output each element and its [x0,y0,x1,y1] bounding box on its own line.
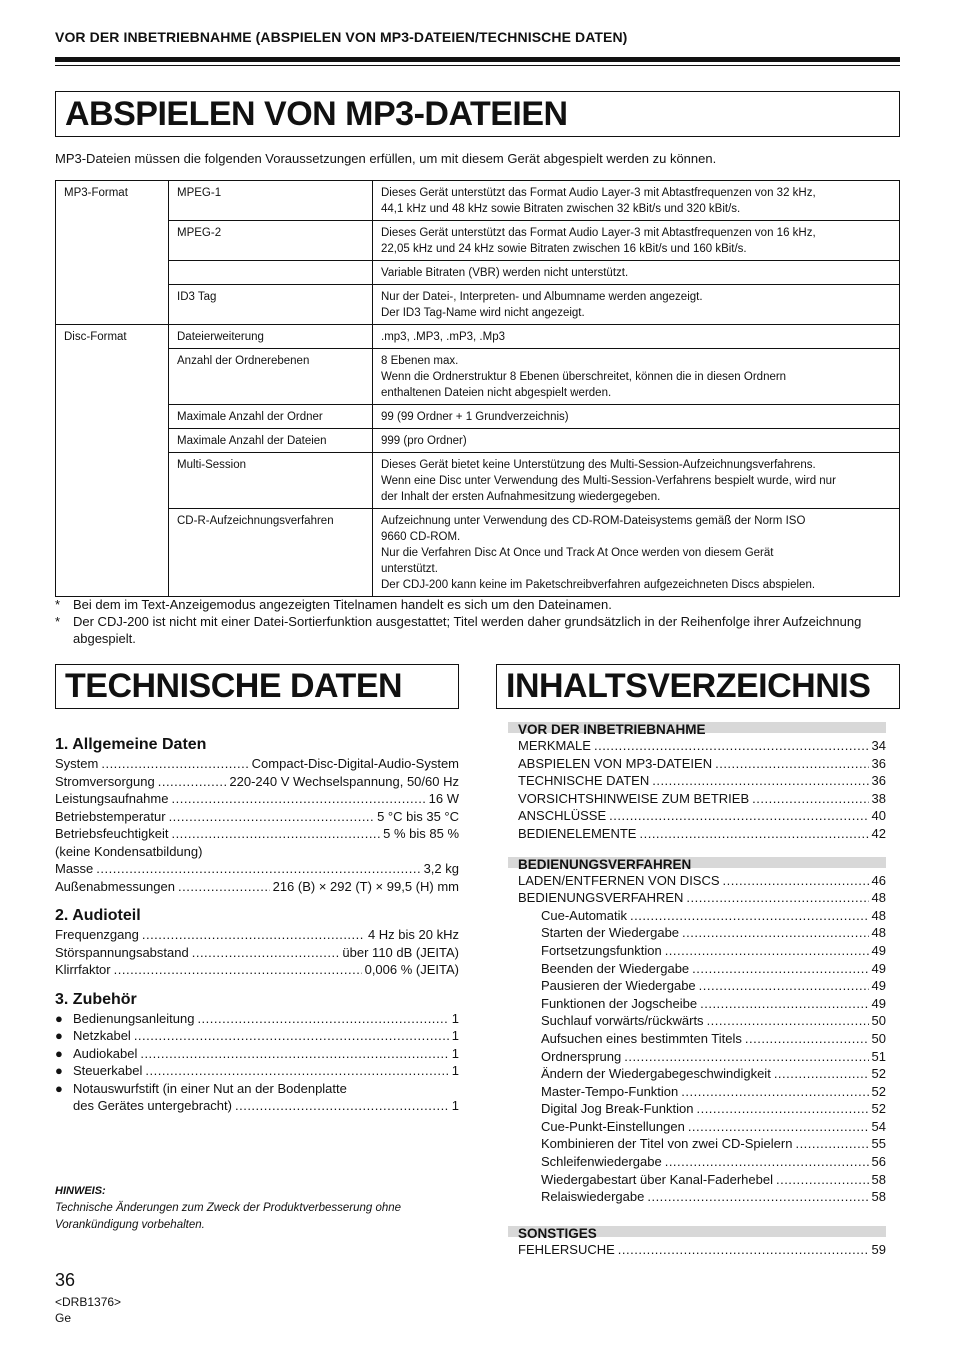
table-row [56,453,900,509]
note-text: Der CDJ-200 ist nicht mit einer Datei-Sortierfunktion ausgestattet; Titel werden daher grundsätzlich in der Reihenfolge ihrer Aufzeichnung abgespielt. [73,614,862,646]
page-header-title: VOR DER INBETRIEBNAHME (ABSPIELEN VON MP3-DATEIEN/TECHNISCHE DATEN) [55,29,628,45]
toc-entry-label: Pausieren der Wiedergabe [541,978,696,994]
toc-entry[interactable] [518,790,886,808]
accessory-quantity: 1 [451,1028,459,1043]
header-rule-thin [55,65,900,66]
table-row [56,181,900,221]
spec-item-cell: Multi-Session [169,453,373,509]
toc-entry-label: Wiedergabestart über Kanal-Faderhebel [541,1171,773,1187]
leader-dots [707,1012,869,1030]
leader-dots [171,790,425,808]
table-of-contents [508,722,886,1258]
bullet-icon: ● [55,1045,63,1061]
toc-entry-page: 48 [871,925,886,941]
description-line: Wenn die Ordnerstruktur 8 Ebenen überschreitet, können die in diesen Ordnern [381,371,787,383]
description-line: unterstützt. [381,563,438,575]
toc-entry-label: Kombinieren der Titel von zwei CD-Spielern [541,1136,793,1152]
spec-value: über 110 dB (JEITA) [342,944,459,960]
spec-item-cell: CD-R-Aufzeichnungsverfahren [169,509,373,597]
toc-entry-label: BEDIENUNGSVERFAHREN [518,890,684,906]
toc-entry-label: ABSPIELEN VON MP3-DATEIEN [518,755,713,771]
toc-entry[interactable] [518,1241,886,1259]
accessory-row [55,1062,459,1080]
accessory-row [55,1097,459,1115]
toc-entry-page: 54 [871,1118,886,1134]
leader-dots [681,1083,868,1101]
toc-entry-page: 46 [871,872,886,888]
spec-label: Masse [55,861,94,876]
leader-dots [609,807,868,825]
leader-dots [715,755,868,773]
spec-row [55,961,459,979]
description-line: 22,05 kHz und 24 kHz sowie Bitraten zwischen 16 kBit/s und 160 kBit/s. [381,243,747,255]
toc-entry-page: 36 [871,773,886,789]
leader-dots [624,1048,868,1066]
toc-entry-page: 51 [871,1048,886,1064]
note-item [55,613,900,647]
toc-entry-label: MERKMALE [518,738,591,753]
toc-entry-page: 49 [871,995,886,1011]
toc-entry-list [508,737,886,843]
spec-value: 4 Hz bis 20 kHz [367,927,459,942]
spec-description-cell [373,509,900,597]
toc-entry-list [508,872,886,1206]
toc-entry-list [508,1241,886,1259]
leader-dots [774,1065,869,1083]
leader-dots [142,926,365,944]
description-line: enthaltenen Dateien nicht abgespielt werden. [381,387,612,399]
toc-entry[interactable] [518,907,886,925]
toc-entry-label: Digital Jog Break-Funktion [541,1101,694,1117]
spec-note: (keine Kondensatbildung) [55,843,203,859]
doc-code: <DRB1376> [55,1295,122,1309]
table-row [56,405,900,429]
leader-dots [140,1045,448,1063]
spec-label: Frequenzgang [55,927,139,942]
accessory-label: Notauswurfstift (in einer Nut an der Bodenplatte [73,1080,347,1096]
toc-entry-page: 55 [871,1136,886,1152]
toc-entry[interactable] [518,755,886,773]
description-line: .mp3, .MP3, .mP3, .Mp3 [381,331,505,343]
mp3-intro-text: MP3-Dateien müssen die folgenden Voraussetzungen erfüllen, um mit diesem Gerät abgespielt werden zu können. [55,151,717,166]
description-line: Wenn eine Disc unter Verwendung des Multi-Session-Verfahrens bespielt wurde, wird nur [381,475,836,487]
toc-section-heading-box [496,664,900,709]
toc-entry-page: 36 [871,755,886,771]
spec-label: Betriebsfeuchtigkeit [55,826,169,841]
leader-dots [169,808,375,826]
toc-entry[interactable] [518,1012,886,1030]
toc-entry-label: Relaiswiedergabe [541,1189,645,1205]
spec-value: Compact-Disc-Digital-Audio-System [251,756,459,771]
spec-item-cell [169,261,373,285]
leader-dots [686,889,868,907]
mp3-section-heading: ABSPIELEN VON MP3-DATEIEN [65,95,568,133]
toc-entry[interactable] [518,889,886,907]
table-row [56,349,900,405]
page-number: 36 [55,1270,76,1290]
toc-entry-page: 52 [871,1066,886,1082]
leader-dots [652,772,868,790]
leader-dots [197,1010,448,1028]
toc-entry-page: 52 [871,1101,886,1117]
leader-dots [688,1118,869,1136]
leader-dots [745,1030,869,1048]
toc-entry-label: Cue-Punkt-Einstellungen [541,1118,685,1134]
spec-row [55,878,459,896]
description-line: Nur der Datei-, Interpreten- und Albumname werden angezeigt. [381,291,703,303]
toc-entry-label: ANSCHLÜSSE [518,808,607,824]
toc-entry-page: 59 [871,1241,886,1257]
spec-label: Störspannungsabstand [55,944,189,960]
spec-description-cell [373,405,900,429]
spec-value: 5 °C bis 35 °C [377,808,459,824]
leader-dots [96,860,420,878]
spec-row [55,773,459,791]
toc-entry[interactable] [518,977,886,995]
toc-entry-label: Beenden der Wiedergabe [541,960,690,976]
language-code: Ge [55,1311,72,1325]
toc-section-heading: INHALTSVERZEICHNIS [506,667,871,705]
spec-value: 3,2 kg [423,861,459,876]
spec-label: Außenabmessungen [55,878,175,894]
mp3-section-heading-box [55,91,900,137]
spec-row [55,926,459,944]
toc-entry[interactable] [518,960,886,978]
spec-item-cell: Dateierweiterung [169,325,373,349]
leader-dots [665,942,869,960]
description-line: 999 (pro Ordner) [381,435,467,447]
spec-description-cell [373,261,900,285]
mp3-requirements-table [55,180,900,597]
spec-description-cell [373,429,900,453]
leader-dots [752,790,868,808]
toc-entry-label: LADEN/ENTFERNEN VON DISCS [518,872,720,888]
spec-value: 216 (B) × 292 (T) × 99,5 (H) mm [272,878,459,894]
spec-description-cell [373,349,900,405]
spec-value: 220-240 V Wechselspannung, 50/60 Hz [229,773,459,789]
description-line: Variable Bitraten (VBR) werden nicht unterstützt. [381,267,629,279]
toc-entry-page: 48 [871,907,886,923]
spec-label: System [55,756,99,771]
spec-item-cell: Maximale Anzahl der Dateien [169,429,373,453]
toc-entry[interactable] [518,1065,886,1083]
leader-dots [134,1027,449,1045]
toc-entry-page: 56 [871,1154,886,1170]
spec-row [55,860,459,878]
spec-row [55,944,459,962]
toc-entry[interactable] [518,1171,886,1189]
format-category-cell: MP3-Format [56,181,169,325]
toc-entry[interactable] [518,772,886,790]
description-line: 44,1 kHz und 48 kHz sowie Bitraten zwischen 32 kBit/s und 320 kBit/s. [381,203,741,215]
spec-value: 0,006 % (JEITA) [364,962,459,977]
toc-entry-label: Funktionen der Jogscheibe [541,995,698,1011]
table-row [56,221,900,261]
spec-label: Betriebstemperatur [55,808,166,824]
spec-item-cell: Anzahl der Ordnerebenen [169,349,373,405]
accessory-label: Netzkabel [73,1028,131,1043]
description-line: 9660 CD-ROM. [381,531,461,543]
toc-entry-page: 38 [871,790,886,806]
toc-entry-label: BEDIENELEMENTE [518,825,637,841]
toc-entry-page: 52 [871,1083,886,1099]
toc-group-title: VOR DER INBETRIEBNAHME [508,722,886,733]
tech-section-heading-box [55,664,459,709]
leader-dots [700,995,868,1013]
toc-entry[interactable] [518,942,886,960]
toc-entry[interactable] [518,1083,886,1101]
toc-entry[interactable] [518,1135,886,1153]
leader-dots [682,924,869,942]
leader-dots [692,960,868,978]
toc-group [508,722,886,843]
toc-entry[interactable] [518,995,886,1013]
toc-entry-label: TECHNISCHE DATEN [518,773,650,789]
toc-entry[interactable] [518,1100,886,1118]
tech-section-heading: TECHNISCHE DATEN [65,667,403,705]
leader-dots [618,1241,869,1259]
leader-dots [101,755,248,773]
toc-group [508,857,886,1206]
toc-entry[interactable] [518,807,886,825]
spec-item-cell: ID3 Tag [169,285,373,325]
table-row [56,261,900,285]
table-row [56,429,900,453]
accessory-label: Steuerkabel [73,1063,143,1078]
toc-entry-page: 48 [871,890,886,906]
toc-entry-label: Cue-Automatik [541,907,627,923]
note-mark: * [55,614,61,629]
leader-dots [145,1062,448,1080]
description-line: der Inhalt der ersten Aufnahmesitzung wiedergegeben. [381,491,661,503]
description-line: Der CDJ-200 kann keine im Paketschreibverfahren aufgezeichneten Discs abspielen. [381,579,816,591]
toc-entry-label: Schleifenwiedergabe [541,1154,662,1170]
bullet-icon: ● [55,1063,63,1078]
leader-dots [696,1100,868,1118]
toc-entry[interactable] [518,1188,886,1206]
note-text: Bei dem im Text-Anzeigemodus angezeigten Titelnamen handelt es sich um den Dateinamen. [73,597,612,612]
general-specs-title: 1. Allgemeine Daten [55,736,207,753]
accessory-quantity: 1 [451,1045,459,1061]
leader-dots [114,961,362,979]
audio-specs-title: 2. Audioteil [55,907,141,924]
description-line: Aufzeichnung unter Verwendung des CD-ROM-Dateisystems gemäß der Norm ISO [381,515,806,527]
spec-row [55,755,459,773]
accessory-row [55,1080,459,1098]
toc-entry[interactable] [518,872,886,890]
tech-specs-column [55,736,459,1115]
accessory-row [55,1010,459,1028]
leader-dots [639,825,868,843]
leader-dots [171,825,380,843]
leader-dots [594,737,869,755]
toc-entry[interactable] [518,825,886,843]
toc-entry-label: Fortsetzungsfunktion [541,942,662,958]
toc-entry-label: Master-Tempo-Funktion [541,1083,679,1099]
accessory-row [55,1045,459,1063]
toc-entry-label: Ändern der Wiedergabegeschwindigkeit [541,1066,771,1082]
spec-description-cell [373,453,900,509]
toc-entry[interactable] [518,1118,886,1136]
note-mark: * [55,597,61,612]
toc-group-title: BEDIENUNGSVERFAHREN [508,857,886,868]
spec-value: 5 % bis 85 % [383,826,459,841]
table-row [56,509,900,597]
leader-dots [665,1153,869,1171]
accessories-title: 3. Zubehör [55,990,137,1008]
spec-row [55,825,459,843]
table-row [56,285,900,325]
toc-entry-label: Ordnersprung [541,1048,622,1064]
toc-entry-page: 49 [871,978,886,994]
toc-entry-label: Suchlauf vorwärts/rückwärts [541,1013,704,1029]
toc-entry-page: 58 [871,1189,886,1205]
leader-dots [630,907,869,925]
spec-value: 16 W [428,791,459,806]
toc-entry-label: FEHLERSUCHE [518,1241,615,1257]
spec-label: Stromversorgung [55,773,155,789]
toc-entry-page: 50 [871,1013,886,1029]
leader-dots [776,1171,869,1189]
spec-label: Leistungsaufnahme [55,791,169,806]
hinweis-text: Technische Änderungen zum Zweck der Produktverbesserung ohne Vorankündigung vorbehalten. [55,1202,402,1231]
spec-row [55,808,459,826]
leader-dots [795,1135,868,1153]
format-category-cell: Disc-Format [56,325,169,597]
toc-entry[interactable] [518,924,886,942]
bullet-icon: ● [55,1028,63,1043]
toc-entry-page: 40 [871,808,886,824]
toc-entry-page: 50 [871,1030,886,1046]
toc-entry-page: 42 [871,825,886,841]
spec-item-cell: MPEG-2 [169,221,373,261]
leader-dots [158,773,227,791]
accessory-quantity: 1 [451,1098,459,1113]
leader-dots [647,1188,868,1206]
leader-dots [723,872,869,890]
spec-row [55,790,459,808]
toc-entry-page: 58 [871,1171,886,1187]
hinweis-note [55,1183,465,1234]
header-rule-thick [55,57,900,62]
toc-entry-label: Aufsuchen eines bestimmten Titels [541,1030,742,1046]
spec-description-cell [373,325,900,349]
spec-item-cell: Maximale Anzahl der Ordner [169,405,373,429]
toc-entry[interactable] [518,1153,886,1171]
description-line: Der ID3 Tag-Name wird nicht angezeigt. [381,307,585,319]
bullet-icon: ● [55,1080,63,1096]
accessory-label: Bedienungsanleitung [73,1010,195,1026]
description-line: Dieses Gerät bietet keine Unterstützung des Multi-Session-Aufzeichnungsverfahrens. [381,459,816,471]
toc-entry-label: VORSICHTSHINWEISE ZUM BETRIEB [518,790,750,806]
toc-entry-label: Starten der Wiedergabe [541,925,680,941]
document-code [55,1294,121,1326]
spec-item-cell: MPEG-1 [169,181,373,221]
leader-dots [235,1097,449,1115]
spec-label: Klirrfaktor [55,962,111,977]
toc-entry[interactable] [518,1048,886,1066]
toc-group-title: SONSTIGES [508,1226,886,1237]
mp3-notes [55,596,900,647]
accessory-row [55,1027,459,1045]
toc-entry-page: 49 [871,942,886,958]
leader-dots [178,878,270,896]
description-line: Dieses Gerät unterstützt das Format Audio Layer-3 mit Abtastfrequenzen von 16 kHz, [381,227,816,239]
bullet-icon: ● [55,1010,63,1026]
accessory-label: des Gerätes untergebracht) [73,1098,232,1113]
table-row [56,325,900,349]
accessory-label: Audiokabel [73,1045,138,1061]
description-line: Dieses Gerät unterstützt das Format Audio Layer-3 mit Abtastfrequenzen von 32 kHz, [381,187,816,199]
description-line: Nur die Verfahren Disc At Once und Track At Once werden von diesem Gerät [381,547,774,559]
leader-dots [699,977,869,995]
toc-entry[interactable] [518,737,886,755]
spec-description-cell [373,181,900,221]
toc-entry-page: 49 [871,960,886,976]
toc-entry-page: 34 [871,738,886,753]
description-line: 99 (99 Ordner + 1 Grundverzeichnis) [381,411,569,423]
accessory-quantity: 1 [451,1010,459,1026]
hinweis-title: HINWEIS: [55,1185,106,1197]
leader-dots [192,944,340,962]
note-item [55,596,900,613]
toc-group [508,1226,886,1259]
spec-description-cell [373,285,900,325]
spec-description-cell [373,221,900,261]
toc-entry[interactable] [518,1030,886,1048]
description-line: 8 Ebenen max. [381,355,459,367]
accessory-quantity: 1 [451,1063,459,1078]
